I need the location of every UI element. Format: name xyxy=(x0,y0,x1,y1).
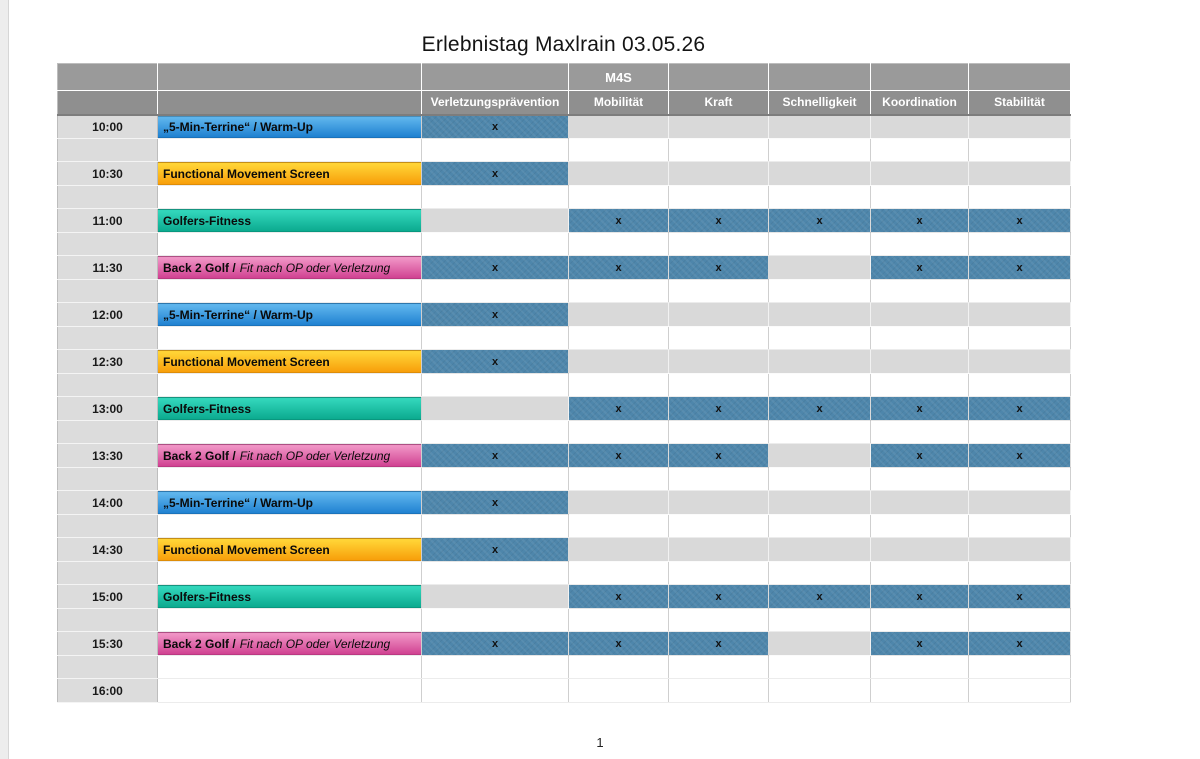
spacer-cell xyxy=(158,656,422,679)
spacer-cell xyxy=(669,233,769,256)
category-cell: x xyxy=(871,397,969,421)
category-cell xyxy=(871,162,969,186)
category-cell: x xyxy=(569,444,669,468)
activity-label: Functional Movement Screen xyxy=(163,542,330,557)
activity-cell xyxy=(158,162,422,186)
activity-label: Golfers-Fitness xyxy=(163,589,252,604)
spacer-cell xyxy=(569,609,669,632)
spacer-cell xyxy=(569,515,669,538)
category-cell xyxy=(569,162,669,186)
category-cell xyxy=(669,162,769,186)
category-cell xyxy=(669,350,769,374)
spacer-cell xyxy=(769,515,871,538)
schedule-row xyxy=(58,162,1071,186)
category-cell xyxy=(969,679,1071,703)
category-cell: x xyxy=(669,397,769,421)
spacer-cell xyxy=(769,609,871,632)
header-spacer-col xyxy=(871,64,969,91)
spacer-cell xyxy=(422,327,569,350)
activity-label: Back 2 Golf / xyxy=(163,636,236,651)
spacer-cell xyxy=(158,280,422,303)
spacer-cell xyxy=(871,468,969,491)
page-edge xyxy=(0,0,9,759)
category-cell xyxy=(769,303,871,327)
spacer-cell xyxy=(422,609,569,632)
spacer-row xyxy=(58,515,1071,538)
column-header-cell: Schnelligkeit xyxy=(769,91,871,115)
spacer-cell xyxy=(569,233,669,256)
category-cell: x xyxy=(422,538,569,562)
category-cell: x xyxy=(422,256,569,280)
spacer-cell xyxy=(871,327,969,350)
category-cell: x xyxy=(769,397,871,421)
time-cell: 10:00 xyxy=(58,115,158,139)
header-group-row xyxy=(58,64,1071,91)
schedule-row xyxy=(58,585,1071,609)
spacer-cell xyxy=(422,468,569,491)
category-cell: x xyxy=(969,397,1071,421)
time-cell-empty xyxy=(58,280,158,303)
category-cell: x xyxy=(422,115,569,139)
spacer-cell xyxy=(569,280,669,303)
time-cell: 10:30 xyxy=(58,162,158,186)
category-cell: x xyxy=(422,444,569,468)
category-cell: x xyxy=(422,162,569,186)
category-cell xyxy=(669,303,769,327)
spacer-row xyxy=(58,374,1071,397)
category-cell xyxy=(871,491,969,515)
category-cell: x xyxy=(669,209,769,233)
spacer-cell xyxy=(669,468,769,491)
schedule-row xyxy=(58,115,1071,139)
category-cell xyxy=(871,350,969,374)
spacer-cell xyxy=(569,468,669,491)
time-cell-empty xyxy=(58,468,158,491)
category-cell: x xyxy=(969,209,1071,233)
category-cell xyxy=(422,585,569,609)
category-cell: x xyxy=(422,632,569,656)
header-spacer-time xyxy=(58,91,158,115)
spacer-cell xyxy=(669,139,769,162)
schedule-table xyxy=(57,63,1071,703)
spacer-cell xyxy=(158,609,422,632)
schedule-row xyxy=(58,209,1071,233)
activity-cell xyxy=(158,209,422,233)
activity-label: „5-Min-Terrine“ / Warm-Up xyxy=(163,119,314,134)
header-spacer-activity xyxy=(158,91,422,115)
category-cell: x xyxy=(669,444,769,468)
spacer-cell xyxy=(871,233,969,256)
spacer-cell xyxy=(969,327,1071,350)
header-spacer-time xyxy=(58,64,158,91)
spacer-cell xyxy=(569,656,669,679)
spacer-cell xyxy=(871,656,969,679)
category-cell xyxy=(969,538,1071,562)
m4s-group-header: M4S xyxy=(569,64,669,91)
time-cell-empty xyxy=(58,421,158,444)
header-spacer-col xyxy=(669,64,769,91)
category-cell xyxy=(969,115,1071,139)
spacer-cell xyxy=(569,421,669,444)
page-number: 1 xyxy=(596,735,604,750)
spacer-row xyxy=(58,421,1071,444)
spacer-cell xyxy=(669,327,769,350)
spacer-cell xyxy=(422,233,569,256)
spacer-cell xyxy=(422,656,569,679)
spacer-row xyxy=(58,233,1071,256)
activity-label: Back 2 Golf / xyxy=(163,448,236,463)
time-cell: 11:30 xyxy=(58,256,158,280)
category-cell: x xyxy=(871,632,969,656)
activity-label: „5-Min-Terrine“ / Warm-Up xyxy=(163,495,314,510)
activity-cell xyxy=(158,256,422,280)
spacer-row xyxy=(58,280,1071,303)
category-cell xyxy=(769,256,871,280)
time-cell: 12:00 xyxy=(58,303,158,327)
spacer-cell xyxy=(422,139,569,162)
category-cell xyxy=(569,538,669,562)
spacer-cell xyxy=(969,280,1071,303)
spacer-cell xyxy=(422,280,569,303)
category-cell: x xyxy=(871,209,969,233)
activity-label-italic: Fit nach OP oder Verletzung xyxy=(239,636,391,651)
spacer-cell xyxy=(569,327,669,350)
time-cell: 15:00 xyxy=(58,585,158,609)
category-cell: x xyxy=(422,350,569,374)
time-cell-empty xyxy=(58,562,158,585)
category-cell xyxy=(569,679,669,703)
category-cell: x xyxy=(669,256,769,280)
spacer-cell xyxy=(969,421,1071,444)
category-cell xyxy=(769,679,871,703)
category-cell: x xyxy=(871,444,969,468)
time-cell-empty xyxy=(58,139,158,162)
activity-cell xyxy=(158,538,422,562)
category-cell xyxy=(969,162,1071,186)
spacer-cell xyxy=(669,515,769,538)
category-cell: x xyxy=(871,585,969,609)
schedule-row xyxy=(58,303,1071,327)
activity-cell xyxy=(158,444,422,468)
category-cell xyxy=(669,115,769,139)
spacer-cell xyxy=(158,186,422,209)
spacer-row xyxy=(58,562,1071,585)
category-cell xyxy=(871,303,969,327)
activity-label: Back 2 Golf / xyxy=(163,260,236,275)
schedule-row xyxy=(58,444,1071,468)
category-cell xyxy=(422,209,569,233)
category-cell xyxy=(769,115,871,139)
spacer-cell xyxy=(669,280,769,303)
spacer-cell xyxy=(969,515,1071,538)
time-cell-empty xyxy=(58,327,158,350)
time-cell: 12:30 xyxy=(58,350,158,374)
column-header-cell: Mobilität xyxy=(569,91,669,115)
header-spacer-col xyxy=(769,64,871,91)
category-cell xyxy=(769,444,871,468)
activity-label-italic: Fit nach OP oder Verletzung xyxy=(239,260,391,275)
spacer-cell xyxy=(871,186,969,209)
spacer-cell xyxy=(422,515,569,538)
column-header-cell: Koordination xyxy=(871,91,969,115)
spacer-cell xyxy=(158,468,422,491)
category-cell xyxy=(769,491,871,515)
spacer-cell xyxy=(871,421,969,444)
activity-cell xyxy=(158,397,422,421)
category-cell: x xyxy=(422,491,569,515)
spacer-row xyxy=(58,327,1071,350)
spacer-cell xyxy=(769,468,871,491)
time-cell-empty xyxy=(58,186,158,209)
header-columns-row xyxy=(58,91,1071,115)
time-cell-empty xyxy=(58,374,158,397)
category-cell xyxy=(769,162,871,186)
activity-cell xyxy=(158,350,422,374)
spacer-cell xyxy=(422,421,569,444)
time-cell: 14:00 xyxy=(58,491,158,515)
spacer-cell xyxy=(158,515,422,538)
time-cell-empty xyxy=(58,609,158,632)
category-cell xyxy=(569,303,669,327)
spacer-cell xyxy=(969,186,1071,209)
time-cell: 15:30 xyxy=(58,632,158,656)
time-cell-empty xyxy=(58,656,158,679)
category-cell xyxy=(569,350,669,374)
spacer-cell xyxy=(569,139,669,162)
spacer-cell xyxy=(422,186,569,209)
spacer-cell xyxy=(669,562,769,585)
category-cell: x xyxy=(769,585,871,609)
spacer-cell xyxy=(669,609,769,632)
spacer-cell xyxy=(769,656,871,679)
activity-label: Functional Movement Screen xyxy=(163,354,330,369)
page-title: Erlebnistag Maxlrain 03.05.26 xyxy=(421,33,706,56)
spacer-cell xyxy=(669,374,769,397)
category-cell: x xyxy=(669,585,769,609)
spacer-cell xyxy=(769,374,871,397)
spacer-row xyxy=(58,186,1071,209)
schedule-row xyxy=(58,632,1071,656)
category-cell: x xyxy=(569,397,669,421)
category-cell: x xyxy=(969,444,1071,468)
spacer-cell xyxy=(969,562,1071,585)
category-cell: x xyxy=(969,632,1071,656)
category-cell: x xyxy=(669,632,769,656)
spacer-cell xyxy=(871,280,969,303)
spacer-cell xyxy=(969,374,1071,397)
category-cell xyxy=(769,538,871,562)
spacer-cell xyxy=(769,233,871,256)
spacer-cell xyxy=(422,562,569,585)
category-cell: x xyxy=(769,209,871,233)
spacer-cell xyxy=(158,421,422,444)
spacer-row xyxy=(58,468,1071,491)
spacer-cell xyxy=(969,139,1071,162)
spacer-cell xyxy=(569,562,669,585)
spacer-cell xyxy=(871,374,969,397)
activity-label: Functional Movement Screen xyxy=(163,166,330,181)
spacer-cell xyxy=(769,280,871,303)
activity-cell xyxy=(158,632,422,656)
activity-cell xyxy=(158,115,422,139)
category-cell: x xyxy=(871,256,969,280)
category-cell xyxy=(422,679,569,703)
activity-cell xyxy=(158,585,422,609)
category-cell xyxy=(669,679,769,703)
spacer-cell xyxy=(669,656,769,679)
spacer-cell xyxy=(158,233,422,256)
category-cell xyxy=(969,303,1071,327)
activity-label-italic: Fit nach OP oder Verletzung xyxy=(239,448,391,463)
category-cell: x xyxy=(569,585,669,609)
activity-label: Golfers-Fitness xyxy=(163,213,252,228)
category-cell xyxy=(871,679,969,703)
spacer-cell xyxy=(871,562,969,585)
spacer-cell xyxy=(969,468,1071,491)
category-cell xyxy=(422,397,569,421)
schedule-row xyxy=(58,256,1071,280)
spacer-cell xyxy=(158,374,422,397)
category-cell xyxy=(669,491,769,515)
spacer-cell xyxy=(422,374,569,397)
category-cell xyxy=(769,632,871,656)
category-cell xyxy=(569,115,669,139)
category-cell xyxy=(569,491,669,515)
spacer-cell xyxy=(769,562,871,585)
time-cell: 16:00 xyxy=(58,679,158,703)
time-cell: 13:00 xyxy=(58,397,158,421)
header-spacer-col xyxy=(969,64,1071,91)
time-cell: 11:00 xyxy=(58,209,158,233)
category-cell: x xyxy=(969,256,1071,280)
spacer-cell xyxy=(871,515,969,538)
time-cell-empty xyxy=(58,515,158,538)
spacer-cell xyxy=(669,421,769,444)
schedule-row xyxy=(58,397,1071,421)
time-cell: 14:30 xyxy=(58,538,158,562)
category-cell xyxy=(969,491,1071,515)
category-cell xyxy=(769,350,871,374)
header-spacer-activity xyxy=(158,64,422,91)
category-cell: x xyxy=(569,632,669,656)
spacer-cell xyxy=(158,562,422,585)
schedule-row xyxy=(58,350,1071,374)
category-cell: x xyxy=(422,303,569,327)
schedule-row xyxy=(58,679,1071,703)
spacer-cell xyxy=(158,139,422,162)
activity-label: „5-Min-Terrine“ / Warm-Up xyxy=(163,307,314,322)
category-cell xyxy=(871,538,969,562)
schedule-row xyxy=(58,491,1071,515)
spacer-cell xyxy=(871,609,969,632)
spacer-cell xyxy=(158,327,422,350)
spacer-cell xyxy=(871,139,969,162)
category-cell xyxy=(871,115,969,139)
spacer-cell xyxy=(969,233,1071,256)
activity-label: Golfers-Fitness xyxy=(163,401,252,416)
spacer-cell xyxy=(769,186,871,209)
column-header-cell: Kraft xyxy=(669,91,769,115)
spacer-cell xyxy=(769,421,871,444)
spacer-cell xyxy=(569,186,669,209)
spacer-cell xyxy=(769,327,871,350)
spacer-cell xyxy=(769,139,871,162)
spacer-row xyxy=(58,609,1071,632)
activity-cell-empty xyxy=(158,679,422,703)
column-header-cell: Verletzungsprävention xyxy=(422,91,569,115)
time-cell-empty xyxy=(58,233,158,256)
spacer-cell xyxy=(969,656,1071,679)
spacer-cell xyxy=(969,609,1071,632)
schedule-row xyxy=(58,538,1071,562)
activity-cell xyxy=(158,303,422,327)
category-cell xyxy=(969,350,1071,374)
spacer-cell xyxy=(669,186,769,209)
time-cell: 13:30 xyxy=(58,444,158,468)
activity-cell xyxy=(158,491,422,515)
spacer-row xyxy=(58,656,1071,679)
category-cell: x xyxy=(969,585,1071,609)
spacer-cell xyxy=(569,374,669,397)
category-cell: x xyxy=(569,256,669,280)
category-cell: x xyxy=(569,209,669,233)
column-header-cell: Stabilität xyxy=(969,91,1071,115)
category-cell xyxy=(669,538,769,562)
header-spacer-col xyxy=(422,64,569,91)
spacer-row xyxy=(58,139,1071,162)
